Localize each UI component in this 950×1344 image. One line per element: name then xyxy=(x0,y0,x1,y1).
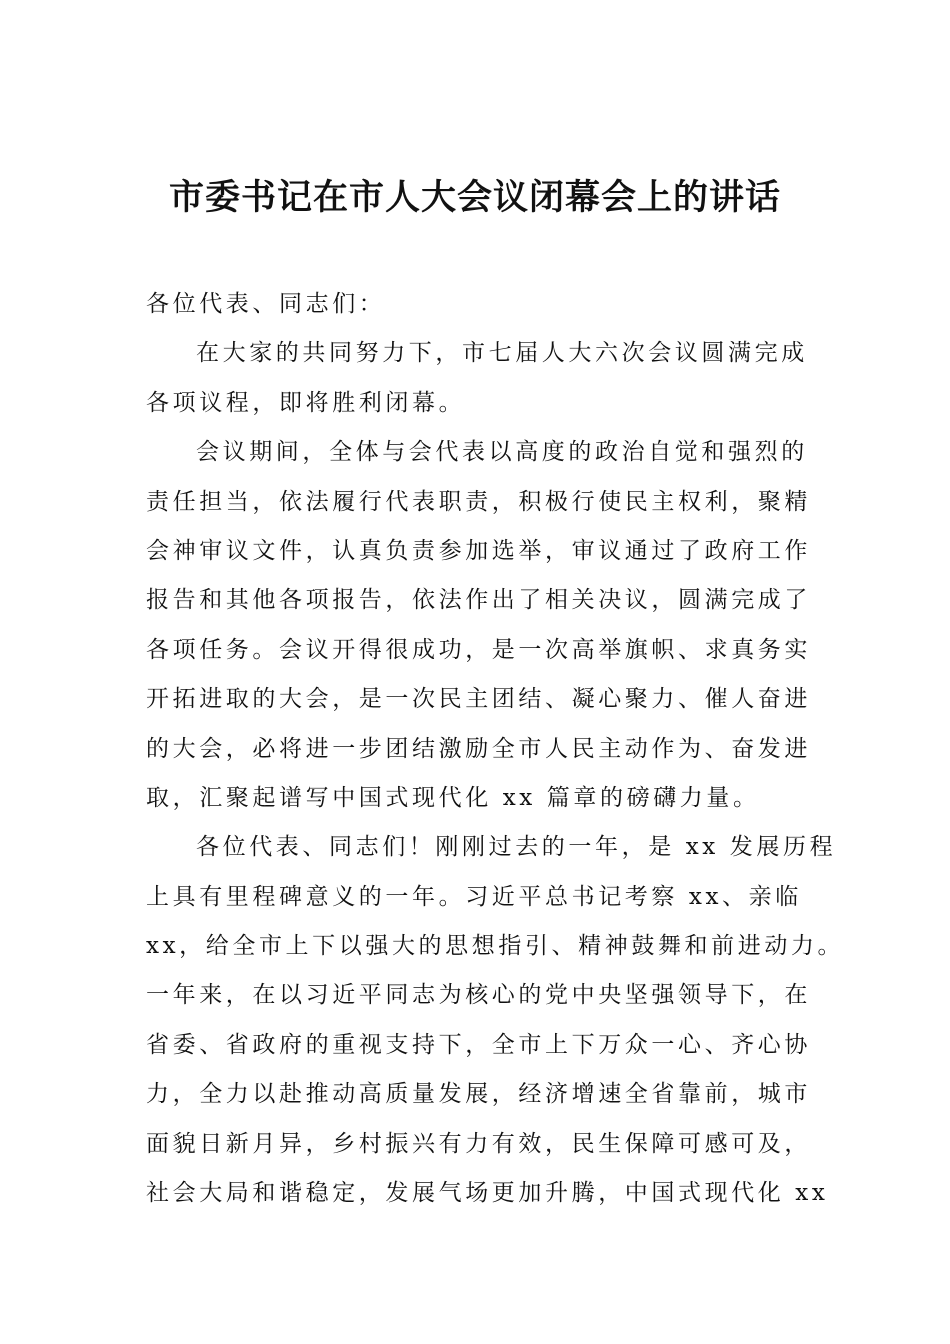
paragraph-line: 各项议程，即将胜利闭幕。 xyxy=(146,389,466,416)
document-title: 市委书记在市人大会议闭幕会上的讲话 xyxy=(168,177,781,218)
paragraph-line: 的大会，必将进一步团结激励全市人民主动作为、奋发进 xyxy=(146,735,811,762)
paragraph-line: 社会大局和谐稳定，发展气场更加升腾，中国式现代化 xx xyxy=(146,1180,829,1207)
paragraph-line: 开拓进取的大会，是一次民主团结、凝心聚力、催人奋进 xyxy=(146,686,811,713)
paragraph-line: 力，全力以赴推动高质量发展，经济增速全省靠前，城市 xyxy=(146,1081,811,1108)
paragraph-line: 报告和其他各项报告，依法作出了相关决议，圆满完成了 xyxy=(146,587,811,614)
paragraph-line: 上具有里程碑意义的一年。习近平总书记考察 xx、亲临 xyxy=(146,883,802,910)
paragraph-line: 各位代表、同志们！刚刚过去的一年，是 xx 发展历程 xyxy=(196,834,837,861)
document-body xyxy=(146,280,845,1218)
paragraph-line: 各项任务。会议开得很成功，是一次高举旗帜、求真务实 xyxy=(146,636,811,663)
paragraph-line: 一年来，在以习近平同志为核心的党中央坚强领导下，在 xyxy=(146,982,811,1009)
paragraph-line: 责任担当，依法履行代表职责，积极行使民主权利，聚精 xyxy=(146,488,811,515)
paragraph-line: 在大家的共同努力下，市七届人大六次会议圆满完成 xyxy=(196,340,808,367)
paragraph-line: 面貌日新月异，乡村振兴有力有效，民生保障可感可及， xyxy=(146,1130,811,1157)
salutation-line: 各位代表、同志们： xyxy=(146,291,386,317)
paragraph-line: 省委、省政府的重视支持下，全市上下万众一心、齐心协 xyxy=(146,1031,811,1058)
paragraph-line: 取，汇聚起谱写中国式现代化 xx 篇章的磅礴力量。 xyxy=(146,784,760,811)
paragraph-line: 会议期间，全体与会代表以高度的政治自觉和强烈的 xyxy=(196,439,808,466)
paragraph-line: xx，给全市上下以强大的思想指引、精神鼓舞和前进动力。 xyxy=(146,933,845,960)
paragraph-line: 会神审议文件，认真负责参加选举，审议通过了政府工作 xyxy=(146,537,811,564)
